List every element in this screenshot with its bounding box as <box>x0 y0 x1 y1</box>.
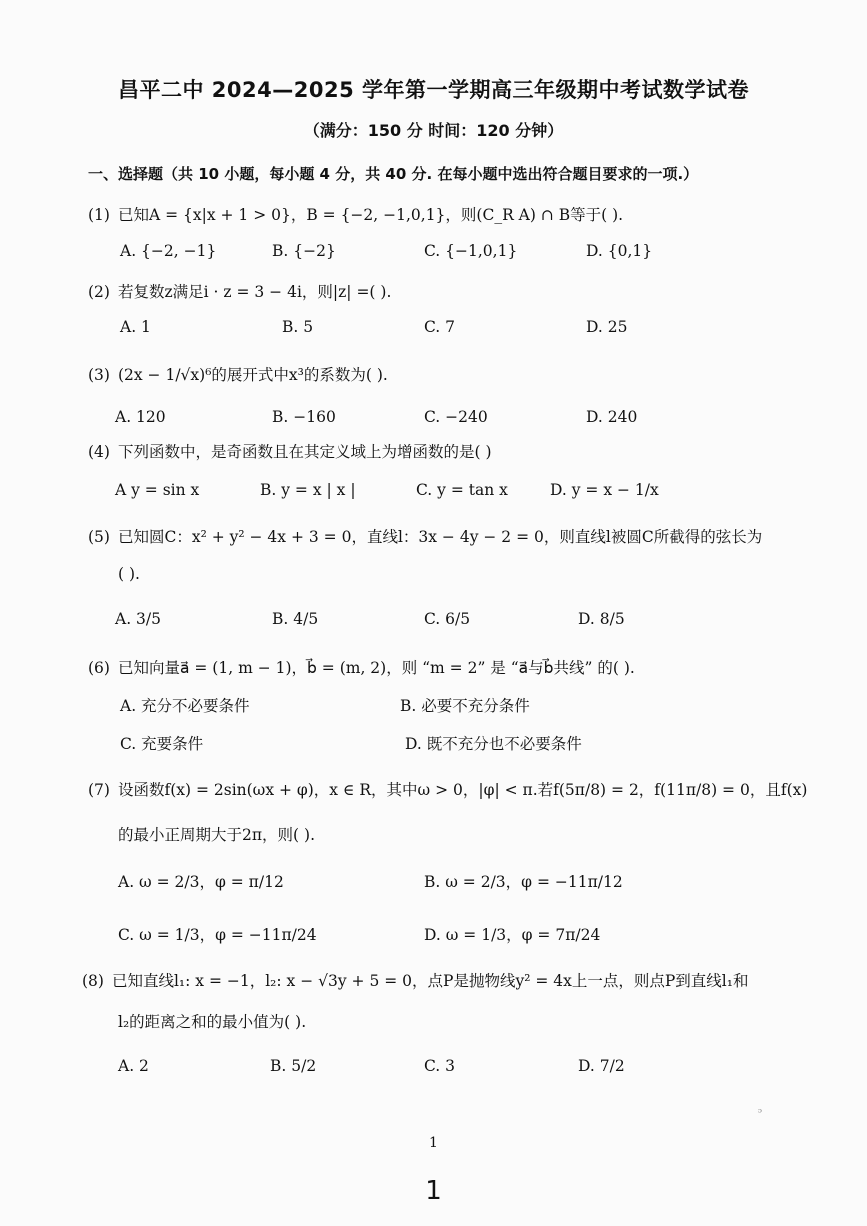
option-b: B. {−2} <box>272 242 336 260</box>
option-d: D. 240 <box>586 408 638 426</box>
question-1 <box>88 203 623 225</box>
question-text: 设函数f(x) = 2sin(ωx + φ)，x ∈ R，其中ω > 0，|φ| < π.若f(5π/8) = 2，f(11π/8) = 0，且f(x) <box>117 781 808 799</box>
option-c: C. y = tan x <box>416 481 508 499</box>
option-d: D. 既不充分也不必要条件 <box>405 735 582 753</box>
question-text: 若复数z满足i · z = 3 − 4i，则|z| =( ). <box>117 283 392 301</box>
question-number: (7) <box>88 781 110 799</box>
option-a: A. ω = 2/3，φ = π/12 <box>118 873 284 891</box>
option-b: B. ω = 2/3，φ = −11π/12 <box>424 873 623 891</box>
option-b: B. 4/5 <box>272 610 319 628</box>
question-5-line-2: ( ). <box>118 565 140 583</box>
option-b: B. −160 <box>272 408 336 426</box>
option-a: A. 充分不必要条件 <box>120 697 250 715</box>
option-c: C. 充要条件 <box>120 735 204 753</box>
option-c: C. 3 <box>424 1057 456 1075</box>
question-8 <box>82 969 748 991</box>
section-heading: 一、选择题（共 10 小题，每小题 4 分，共 40 分. 在每小题中选出符合题目要求的一项.） <box>88 165 699 183</box>
option-a: A. 1 <box>120 318 151 336</box>
question-text: 下列函数中，是奇函数且在其定义域上为增函数的是( ) <box>117 443 492 461</box>
question-text: 已知直线l₁: x = −1，l₂: x − √3y + 5 = 0，点P是抛物线y² = 4x上一点，则点P到直线l₁和 <box>111 972 749 990</box>
question-text: 已知向量a⃗ = (1, m − 1)，b⃗ = (m, 2)，则 “m = 2” 是 “a⃗与b⃗共线” 的( ). <box>117 659 635 677</box>
option-b: B. y = x | x | <box>260 481 356 499</box>
question-3 <box>88 363 388 385</box>
option-d: D. {0,1} <box>586 242 653 260</box>
question-number: (4) <box>88 443 110 461</box>
question-text: 已知A = {x|x + 1 > 0}，B = {−2, −1,0,1}，则(C_R A) ∩ B等于( ). <box>117 206 624 224</box>
question-7 <box>88 778 807 800</box>
option-a: A. 120 <box>115 408 166 426</box>
question-number: (2) <box>88 283 110 301</box>
scan-speck: ᵓ <box>758 1106 762 1119</box>
option-d: D. 25 <box>586 318 628 336</box>
option-c: C. 6/5 <box>424 610 471 628</box>
option-b: B. 5/2 <box>270 1057 317 1075</box>
question-8-line-2: l₂的距离之和的最小值为( ). <box>118 1013 307 1031</box>
page-number: 1 <box>429 1135 438 1151</box>
question-number: (8) <box>82 972 104 990</box>
question-7-line-2: 的最小正周期大于2π，则( ). <box>118 826 315 844</box>
question-text: 已知圆C：x² + y² − 4x + 3 = 0，直线l：3x − 4y − 2 = 0，则直线l被圆C所截得的弦长为 <box>117 528 763 546</box>
option-d: D. 7/2 <box>578 1057 625 1075</box>
question-number: (3) <box>88 366 110 384</box>
exam-title: 昌平二中 2024—2025 学年第一学期高三年级期中考试数学试卷 <box>117 78 749 102</box>
question-4 <box>88 440 492 462</box>
exam-subtitle: （满分：150 分 时间：120 分钟） <box>303 121 564 140</box>
page-number-large: 1 <box>425 1176 442 1206</box>
option-a: A. {−2, −1} <box>120 242 217 260</box>
option-c: C. −240 <box>424 408 488 426</box>
option-d: D. y = x − 1/x <box>550 481 659 499</box>
question-6 <box>88 656 635 678</box>
question-2 <box>88 280 391 302</box>
option-d: D. ω = 1/3，φ = 7π/24 <box>424 926 601 944</box>
question-5 <box>88 525 762 547</box>
option-c: C. {−1,0,1} <box>424 242 518 260</box>
option-c: C. 7 <box>424 318 456 336</box>
option-a: A y = sin x <box>115 481 200 499</box>
question-number: (1) <box>88 206 110 224</box>
option-d: D. 8/5 <box>578 610 625 628</box>
option-a: A. 3/5 <box>115 610 161 628</box>
question-number: (6) <box>88 659 110 677</box>
question-number: (5) <box>88 528 110 546</box>
option-a: A. 2 <box>118 1057 149 1075</box>
option-b: B. 5 <box>282 318 314 336</box>
option-c: C. ω = 1/3，φ = −11π/24 <box>118 926 317 944</box>
option-b: B. 必要不充分条件 <box>400 697 530 715</box>
question-text: (2x − 1/√x)⁶的展开式中x³的系数为( ). <box>117 366 388 384</box>
